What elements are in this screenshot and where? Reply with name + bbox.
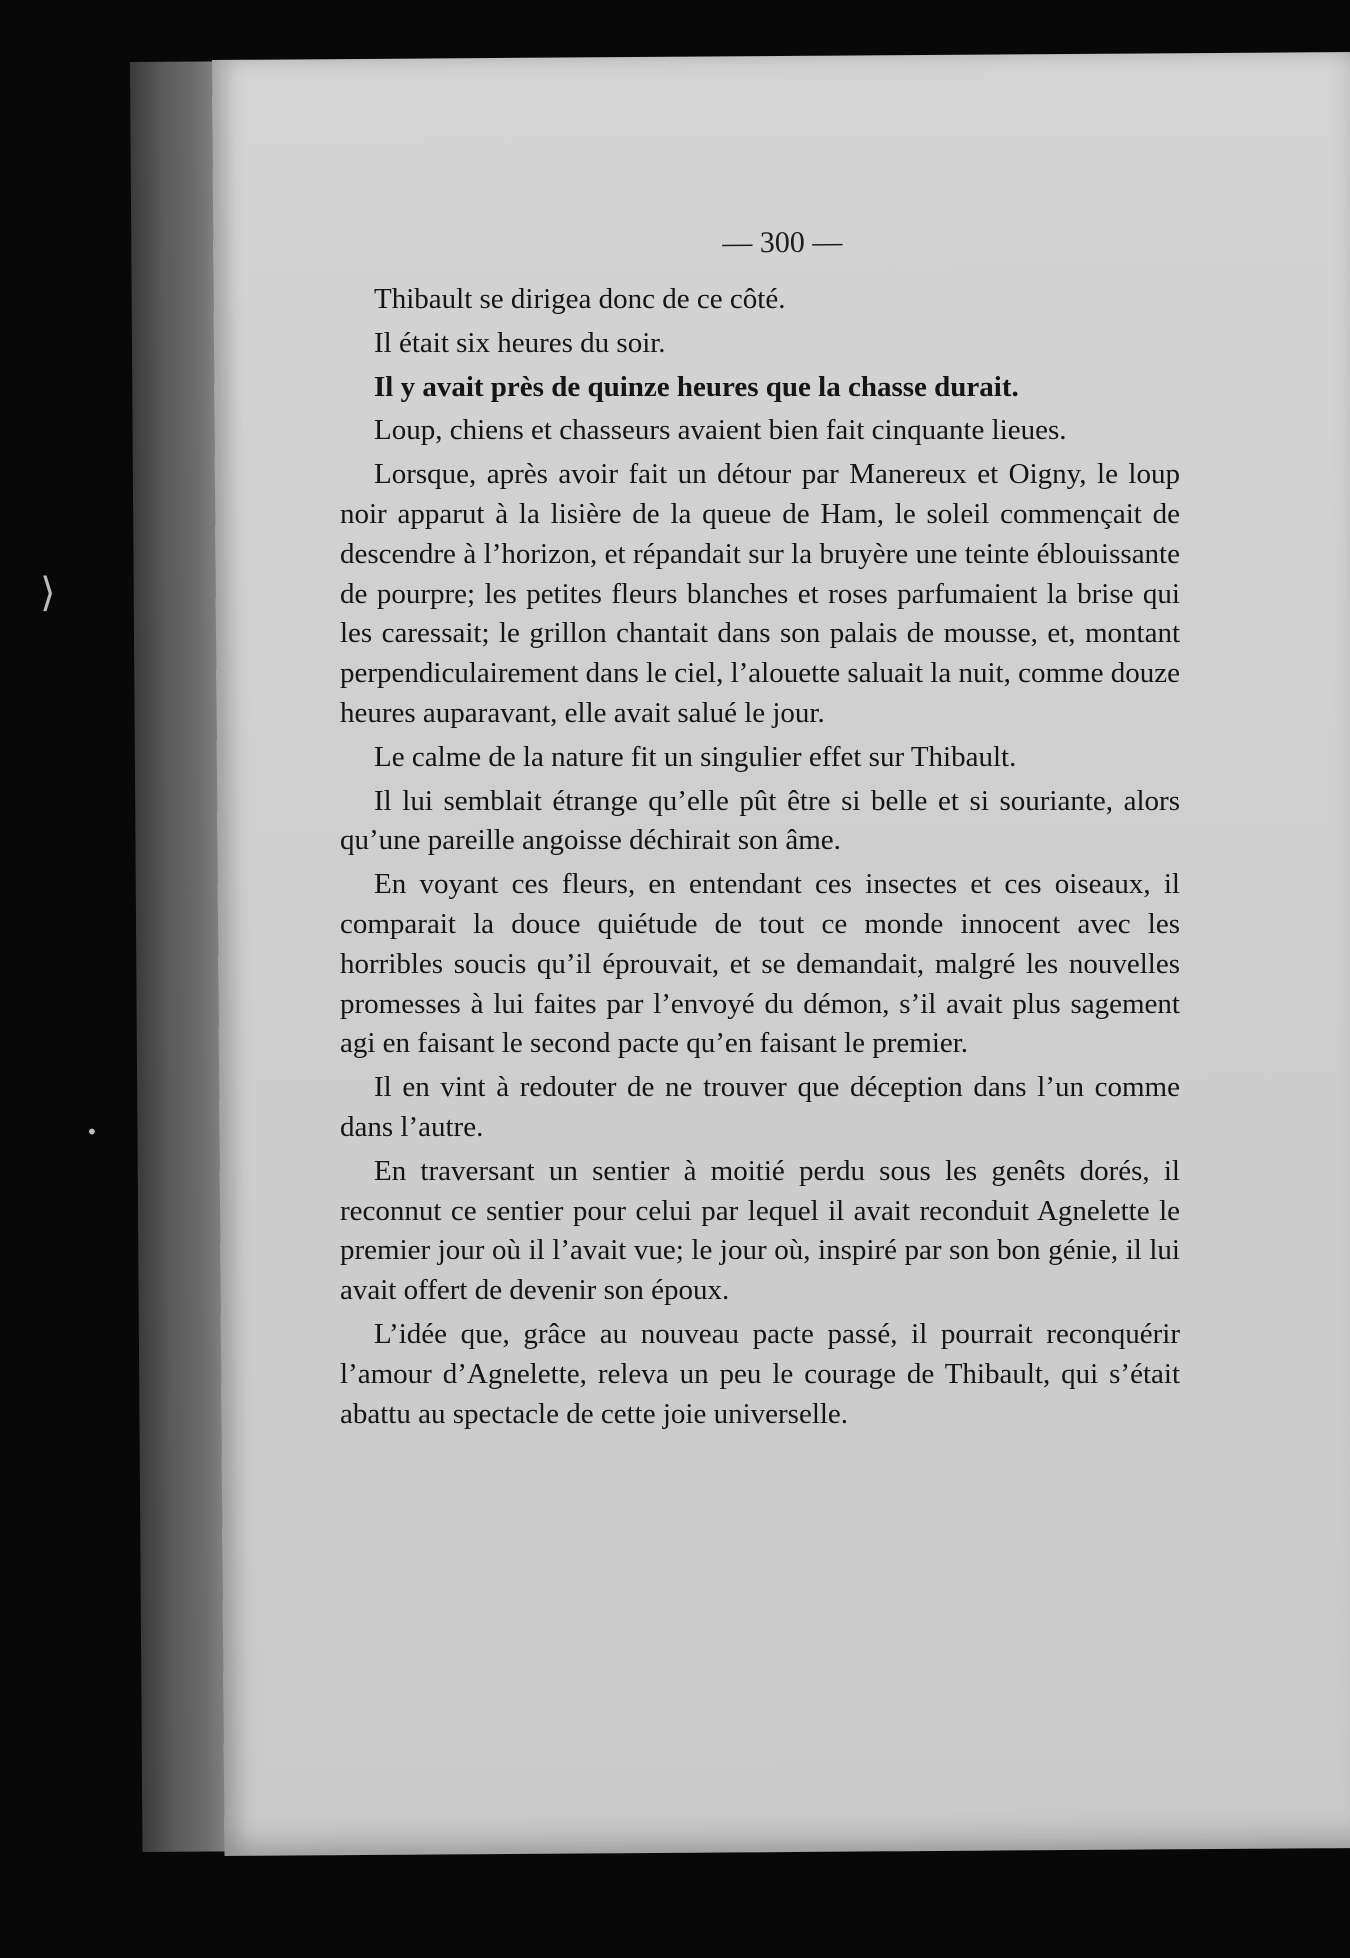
scan-artifact: • — [86, 1120, 98, 1144]
page-text — [340, 280, 1180, 1438]
paragraph: L’idée que, grâce au nouveau pacte passé, il pourrait reconquérir l’amour d’Agnelette, releva un peu le courage de Thibault, qui s’était abattu au spectacle de cette joie universelle. — [340, 1317, 1180, 1430]
paragraph: Lorsque, après avoir fait un détour par Manereux et Oigny, le loup noir apparut à la lisière de la queue de Ham, le soleil commençait de descendre à l’horizon, et répandait sur la bruyère une teinte éblouissante de pourpre; les petites fleurs blanches et roses parfumaient la brise qui les caressait; le grillon chantait dans son palais de mousse, et, montant perpendiculairement dans le ciel, l’alouette saluait la nuit, comme douze heures auparavant, elle avait salué le jour. — [340, 458, 1180, 729]
paragraph: Il lui semblait étrange qu’elle pût être si belle et si souriante, alors qu’une pareille angoisse déchirait son âme. — [340, 784, 1180, 857]
paragraph: En voyant ces fleurs, en entendant ces insectes et ces oiseaux, il comparait la douce quiétude de tout ce monde innocent avec les horribles soucis qu’il éprouvait, et se demandait, malgré les nouvelles promesses à lui faites par l’envoyé du démon, s’il avait plus sagement agi en faisant le second pacte qu’en faisant le premier. — [340, 868, 1180, 1060]
paragraph: Loup, chiens et chasseurs avaient bien fait cinquante lieues. — [374, 414, 1067, 447]
paragraph: Il y avait près de quinze heures que la chasse durait. — [374, 370, 1019, 403]
paragraph: Il était six heures du soir. — [374, 326, 666, 359]
paragraph: Le calme de la nature fit un singulier effet sur Thibault. — [374, 740, 1017, 773]
page-number: — 300 — — [722, 225, 843, 260]
paragraph: Il en vint à redouter de ne trouver que déception dans l’un comme dans l’autre. — [340, 1071, 1180, 1143]
paragraph: Thibault se dirigea donc de ce côté. — [374, 283, 786, 315]
paragraph: En traversant un sentier à moitié perdu sous les genêts dorés, il reconnut ce sentier pour celui par lequel il avait reconduit Agnelette le premier jour où il l’avait vue; le jour où, inspiré par son bon génie, il lui avait offert de devenir son époux. — [340, 1154, 1180, 1307]
scan-artifact: ⟩ — [40, 570, 56, 616]
